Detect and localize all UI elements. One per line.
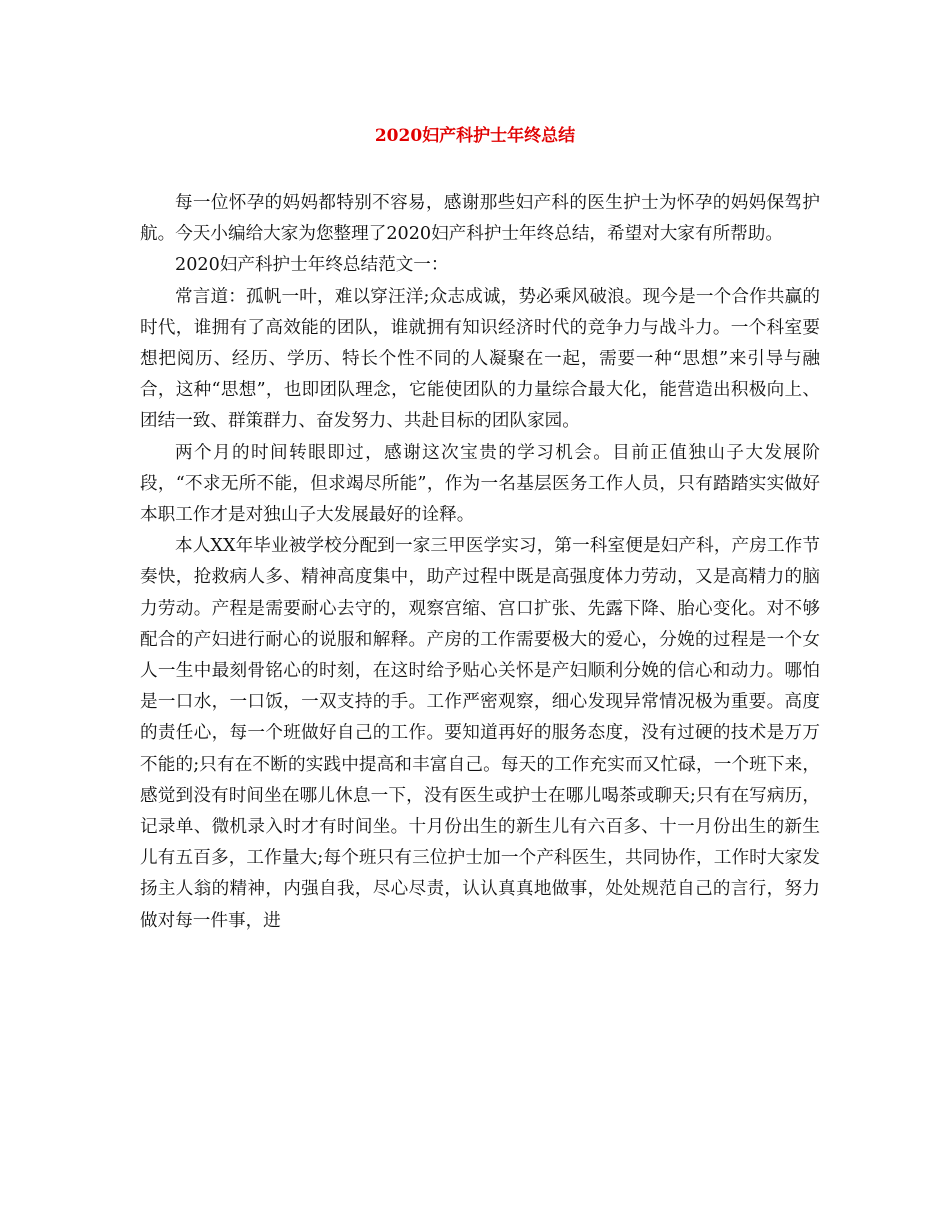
body-paragraph: 常言道：孤帆一叶，难以穿汪洋;众志成诚，势必乘风破浪。现今是一个合作共赢的时代，谁拥有了高效能的团队，谁就拥有知识经济时代的竞争力与战斗力。一个科室要想把阅历、经历、学历、特长个性不同的人凝聚在一起，需要一种“思想”来引导与融合，这种“思想”，也即团队理念，它能使团队的力量综合最大化，能营造出积极向上、团结一致、群策群力、奋发努力、共赴目标的团队家园。	[140, 286, 820, 432]
document-body	[140, 188, 820, 937]
document-title: 2020妇产科护士年终总结	[374, 126, 576, 146]
section-heading: 2020妇产科护士年终总结范文一：	[175, 255, 449, 276]
intro-paragraph: 每一位怀孕的妈妈都特别不容易，感谢那些妇产科的医生护士为怀孕的妈妈保驾护航。今天小编给大家为您整理了2020妇产科护士年终总结，希望对大家有所帮助。	[140, 193, 820, 245]
body-paragraph: 两个月的时间转眼即过，感谢这次宝贵的学习机会。目前正值独山子大发展阶段，“不求无所不能，但求竭尽所能”，作为一名基层医务工作人员，只有踏踏实实做好本职工作才是对独山子大发展最好的诠释。	[140, 442, 820, 526]
body-paragraph: 本人XX年毕业被学校分配到一家三甲医学实习，第一科室便是妇产科，产房工作节奏快，抢救病人多、精神高度集中，助产过程中既是高强度体力劳动，又是高精力的脑力劳动。产程是需要耐心去守的，观察宫缩、宫口扩张、先露下降、胎心变化。对不够配合的产妇进行耐心的说服和解释。产房的工作需要极大的爱心，分娩的过程是一个女人一生中最刻骨铭心的时刻，在这时给予贴心关怀是产妇顺利分娩的信心和动力。哪怕是一口水，一口饭，一双支持的手。工作严密观察，细心发现异常情况极为重要。高度的责任心，每一个班做好自己的工作。要知道再好的服务态度，没有过硬的技术是万万不能的;只有在不断的实践中提高和丰富自己。每天的工作充实而又忙碌，一个班下来，感觉到没有时间坐在哪儿休息一下，没有医生或护士在哪儿喝茶或聊天;只有在写病历，记录单、微机录入时才有时间坐。十月份出生的新生儿有六百多、十一月份出生的新生儿有五百多，工作量大;每个班只有三位护士加一个产科医生，共同协作，工作时大家发扬主人翁的精神，内强自我，尽心尽责，认认真真地做事，处处规范自己的言行，努力做对每一件事，进	[140, 536, 820, 931]
